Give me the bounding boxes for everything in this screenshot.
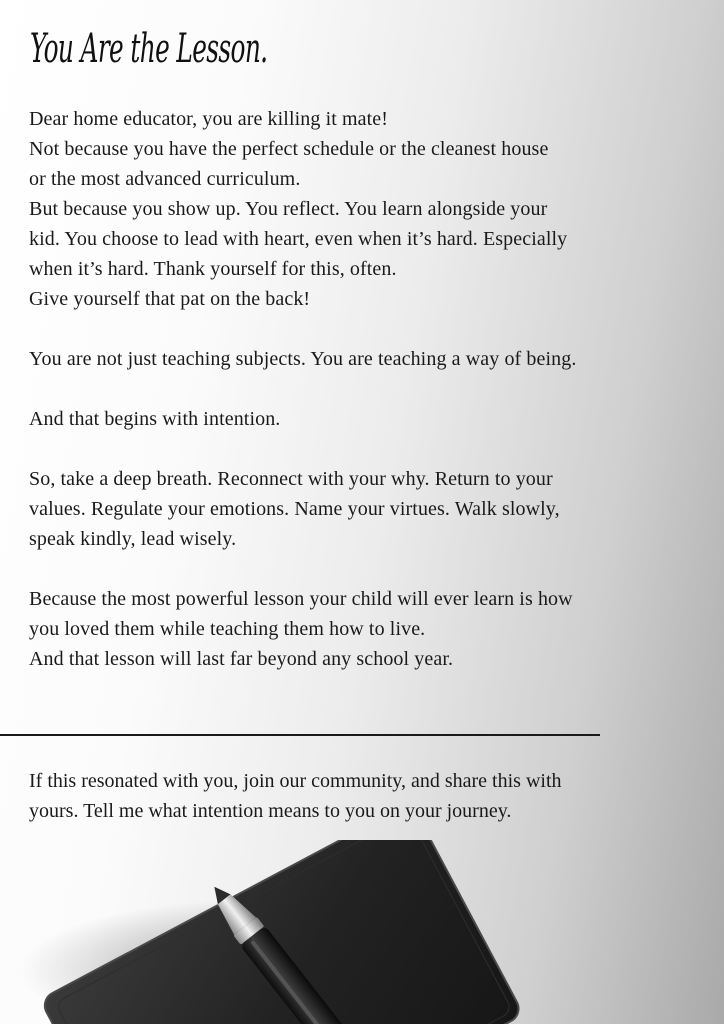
- text-line: Not because you have the perfect schedule or the cleanest house: [29, 138, 549, 160]
- letter-body: [29, 104, 689, 704]
- call-to-action: [29, 766, 689, 826]
- text-line: So, take a deep breath. Reconnect with your why. Return to your: [29, 468, 553, 490]
- paragraph-intro: [29, 104, 689, 314]
- page-title: You Are the Lesson.: [30, 26, 268, 72]
- text-line: kid. You choose to lead with heart, even when it’s hard. Especially: [29, 228, 568, 250]
- text-line: you loved them while teaching them how to live.: [29, 618, 426, 640]
- divider: [0, 734, 600, 736]
- text-line: But because you show up. You reflect. You learn alongside your: [29, 198, 548, 220]
- text-line: And that lesson will last far beyond any school year.: [29, 648, 454, 670]
- text-line: You are not just teaching subjects. You are teaching a way of being.: [29, 348, 577, 370]
- text-line: speak kindly, lead wisely.: [29, 528, 237, 550]
- paragraph-intention: [29, 404, 689, 434]
- text-line: Because the most powerful lesson your child will ever learn is how: [29, 588, 573, 610]
- text-line: And that begins with intention.: [29, 408, 281, 430]
- paragraph-breath: [29, 464, 689, 554]
- text-line: when it’s hard. Thank yourself for this, often.: [29, 258, 397, 280]
- text-line: If this resonated with you, join our community, and share this with: [29, 770, 562, 792]
- text-line: Dear home educator, you are killing it mate!: [29, 108, 389, 130]
- text-line: Give yourself that pat on the back!: [29, 288, 311, 310]
- paragraph-teaching: [29, 344, 689, 374]
- text-line: or the most advanced curriculum.: [29, 168, 301, 190]
- text-line: values. Regulate your emotions. Name your virtues. Walk slowly,: [29, 498, 560, 520]
- text-line: yours. Tell me what intention means to you on your journey.: [29, 800, 512, 822]
- paragraph-lesson: [29, 584, 689, 674]
- notebook-and-pen-image: [0, 840, 724, 1024]
